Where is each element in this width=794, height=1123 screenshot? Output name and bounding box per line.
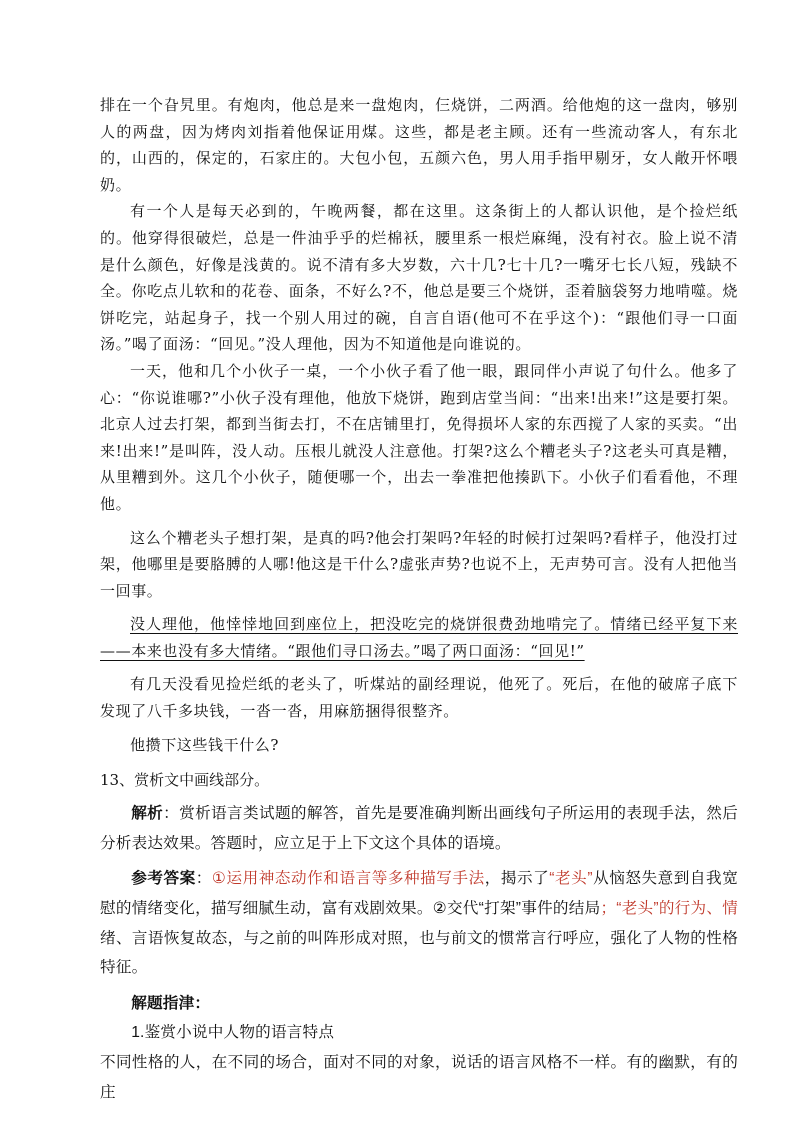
guide-heading: 解题指津： [131, 994, 211, 1012]
analysis-text: ：赏析语言类试题的解答，首先是要准确判断出画线句子所运用的表现手法，然后分析表达效果。答题时，应立足于上下文这个具体的语境。 [100, 805, 738, 852]
story-paragraph-6: 有几天没看见捡烂纸的老头了，听煤站的副经理说，他死了。死后，在他的破席子底下发现了八千多块钱，一沓一沓，用麻筋捆得很整齐。 [100, 675, 738, 721]
answer-colon: ： [195, 870, 212, 888]
document-page [100, 92, 738, 1107]
underlined-sentence: 没人理他，他悻悻地回到座位上，把没吃完的烧饼很费劲地啃完了。情绪已经平复下来——本来也没有多大情绪。“跟他们寻口汤去。”喝了两口面汤：“回见!” [100, 615, 738, 660]
answer-highlight-3: ；“老头”的行为、情 [600, 900, 738, 918]
story-paragraph-2: 有一个人是每天必到的，午晚两餐，都在这里。这条街上的人都认识他，是个捡烂纸的。他穿得很破烂，总是一件油乎乎的烂棉袄，腰里系一根烂麻绳，没有衬衣。脸上说不清是什么颜色，好像是浅黄的。说不清有多大岁数，六十几?七十几?一嘴牙七长八短，残缺不全。你吃点儿软和的花卷、面条，不好么?不，他总是要三个烧饼，歪着脑袋努力地啃噬。烧饼吃完，站起身子，找一个别人用过的碗，自言自语(他可不在乎这个)：“跟他们寻一口面汤。”喝了面汤：“回见。”没人理他，因为不知道他是向谁说的。 [100, 202, 738, 354]
story-paragraph-7: 他攒下这些钱干什么? [130, 735, 280, 754]
story-excerpt [100, 92, 738, 758]
guide-item-1: 1.鉴赏小说中人物的语言特点 [131, 1024, 335, 1042]
story-paragraph-4: 这么个糟老头子想打架，是真的吗?他会打架吗?年轻的时候打过架吗?看样子，他没打过架，他哪里是要胳膊的人哪!他这是干什么?虚张声势?也说不上，无声势可言。没有人把他当一回事。 [100, 528, 738, 600]
analysis-label: 解析 [131, 805, 164, 823]
reference-answer-label: 参考答案 [131, 870, 196, 888]
story-paragraph-3: 一天，他和几个小伙子一桌，一个小伙子看了他一眼，跟同伴小声说了句什么。他多了心：“你说谁哪?”小伙子没有理他，他放下烧饼，跑到店堂当间：“出来!出来!”这是要打架。北京人过去打架，都到当街去打，不在店铺里打，免得损坏人家的东西搅了人家的买卖。“出来!出来!”是叫阵，没人动。压根儿就没人注意他。打架?这么个糟老头子?这老头可真是糟，从里糟到外。这几个小伙子，随便哪一个，出去一拳准把他揍趴下。小伙子们看看他，不理他。 [100, 361, 738, 513]
reference-answer-paragraph [100, 864, 738, 982]
answer-text-3: 绪、言语恢复故态，与之前的叫阵形成对照，也与前文的惯常言行呼应，强化了人物的性格特征。 [100, 929, 738, 977]
question-13: 13、赏析文中画线部分。 [100, 771, 270, 790]
answer-text-2: 从恼怒失意到自我宽慰的情绪变化，描写细腻生动，富有戏剧效果。②交代“打架”事件的结局 [100, 870, 738, 918]
answer-highlight-1: ①运用神态动作和语言等多种描写手法 [211, 870, 485, 888]
analysis-paragraph [100, 799, 738, 858]
story-paragraph-5-underlined [100, 611, 738, 664]
answer-text-1: ，揭示了 [484, 870, 550, 888]
answer-highlight-2: “老头” [549, 870, 593, 888]
answer-section [100, 799, 738, 1107]
guide-text: 不同性格的人，在不同的场合，面对不同的对象，说话的语言风格不一样。有的幽默，有的庄 [100, 1054, 738, 1101]
story-paragraph-1: 排在一个旮旯里。有炮肉，他总是来一盘炮肉，仨烧饼，二两酒。给他炮的这一盘肉，够别人的两盘，因为烤肉刘指着他保证用煤。这些，都是老主顾。还有一些流动客人，有东北的，山西的，保定的，石家庄的。大包小包，五颜六色，男人用手指甲剔牙，女人敞开怀喂奶。 [100, 96, 738, 194]
